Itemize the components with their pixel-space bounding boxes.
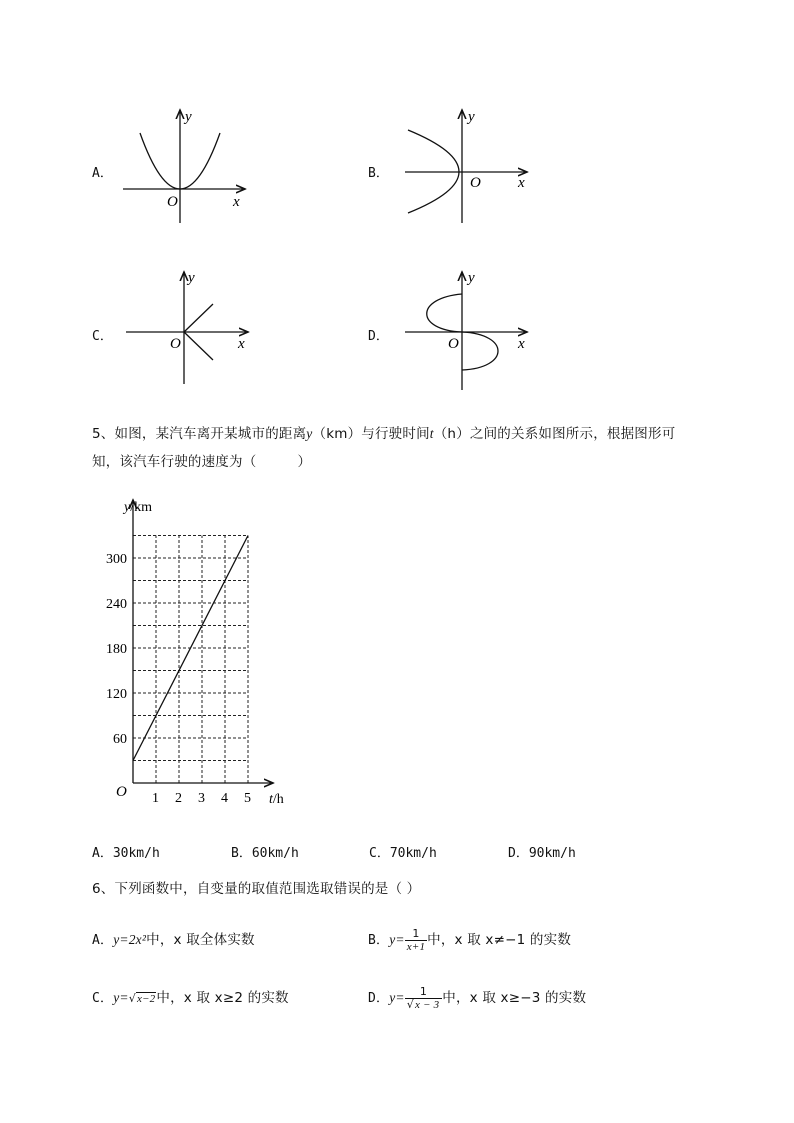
graph-a-x-label: x <box>233 194 240 210</box>
y-tick-label: 240 <box>106 597 127 612</box>
q6-option-b <box>368 926 571 955</box>
graph-c-x-label: x <box>238 336 245 352</box>
chart-y-label: y/km <box>124 500 152 515</box>
q6-d-text: 中，x 取 x≥−3 的实数 <box>442 990 587 1006</box>
option-b-label: B． <box>368 166 389 181</box>
q6-c-radicand: x−2 <box>136 993 156 1005</box>
q6-d-denominator: √x − 3 <box>406 997 440 1011</box>
q6-c-label: C． <box>92 991 114 1006</box>
q6-c-text: 中，x 取 x≥2 的实数 <box>156 990 289 1006</box>
graph-c-absolute-lines <box>118 268 258 388</box>
chart-x-label: t/h <box>269 792 284 807</box>
graph-b-x-label: x <box>518 175 525 191</box>
graph-a-origin: O <box>167 194 178 210</box>
q6-option-c <box>92 984 289 1013</box>
y-tick-label: 300 <box>106 552 127 567</box>
graph-b-origin: O <box>470 175 481 191</box>
graph-d-origin: O <box>448 336 459 352</box>
q6-b-denominator: x+1 <box>406 940 426 953</box>
q5-var-y: y <box>306 426 313 441</box>
graph-a-parabola-up <box>115 105 255 230</box>
q5-text-1: 5、如图，某汽车离开某城市的距离 <box>92 426 307 442</box>
q5-text-3: （h）之间的关系如图所示，根据图形可 <box>433 426 676 442</box>
q6-b-label: B． <box>368 933 390 948</box>
q6-b-text: 中，x 取 x≠−1 的实数 <box>427 932 572 948</box>
chart-origin: O <box>116 784 127 800</box>
q6-a-label: A． <box>92 933 114 948</box>
y-tick-label: 60 <box>113 732 127 747</box>
y-tick-label: 180 <box>106 642 127 657</box>
q5-text-4: 知，该汽车行驶的速度为（ ） <box>92 454 312 470</box>
q6-d-numerator: 1 <box>405 986 443 999</box>
q6-d-y: y= <box>389 990 405 1005</box>
graph-d-y-label: y <box>468 270 475 286</box>
graph-a-y-label: y <box>185 109 192 125</box>
q6-option-a <box>92 926 255 955</box>
graph-b-parabola-left <box>400 105 540 230</box>
graph-d-s-curve <box>400 268 540 393</box>
q5-answer-b: B．60km/h <box>231 846 299 861</box>
q6-b-numerator: 1 <box>405 928 427 941</box>
x-tick-label: 5 <box>244 791 251 806</box>
q6-c-y: y= <box>113 990 129 1005</box>
x-tick-label: 4 <box>221 791 228 806</box>
q6-question: 6、下列函数中，自变量的取值范围选取错误的是（ ） <box>92 881 421 897</box>
graph-c-y-label: y <box>188 270 195 286</box>
q5-answer-c: C．70km/h <box>369 846 437 861</box>
x-tick-label: 1 <box>152 791 159 806</box>
x-tick-label: 3 <box>198 791 205 806</box>
q5-answer-d: D．90km/h <box>508 846 576 861</box>
q5-question <box>92 420 732 476</box>
q5-var-t: t <box>429 426 434 441</box>
option-c-label: C． <box>92 329 113 344</box>
graph-d-x-label: x <box>518 336 525 352</box>
q6-d-fraction <box>405 986 443 1011</box>
q6-d-label: D． <box>368 991 390 1006</box>
q6-b-y: y= <box>389 932 405 947</box>
graph-c-origin: O <box>170 336 181 352</box>
graph-b-y-label: y <box>468 109 475 125</box>
q6-b-fraction <box>405 928 427 953</box>
q6-a-expr: y=2x² <box>113 932 147 947</box>
x-tick-label: 2 <box>175 791 182 806</box>
q6-option-d <box>368 984 586 1013</box>
distance-time-chart <box>95 490 305 815</box>
q6-c-root-sign: √ <box>128 992 136 1005</box>
q6-d-radicand: x − 3 <box>414 998 440 1011</box>
option-d-label: D． <box>368 329 389 344</box>
q5-answer-a: A．30km/h <box>92 846 160 861</box>
y-tick-label: 120 <box>106 687 127 702</box>
option-a-label: A． <box>92 166 113 181</box>
q6-a-text: 中，x 取全体实数 <box>146 932 255 948</box>
q5-text-2: （km）与行驶时间 <box>312 426 430 442</box>
